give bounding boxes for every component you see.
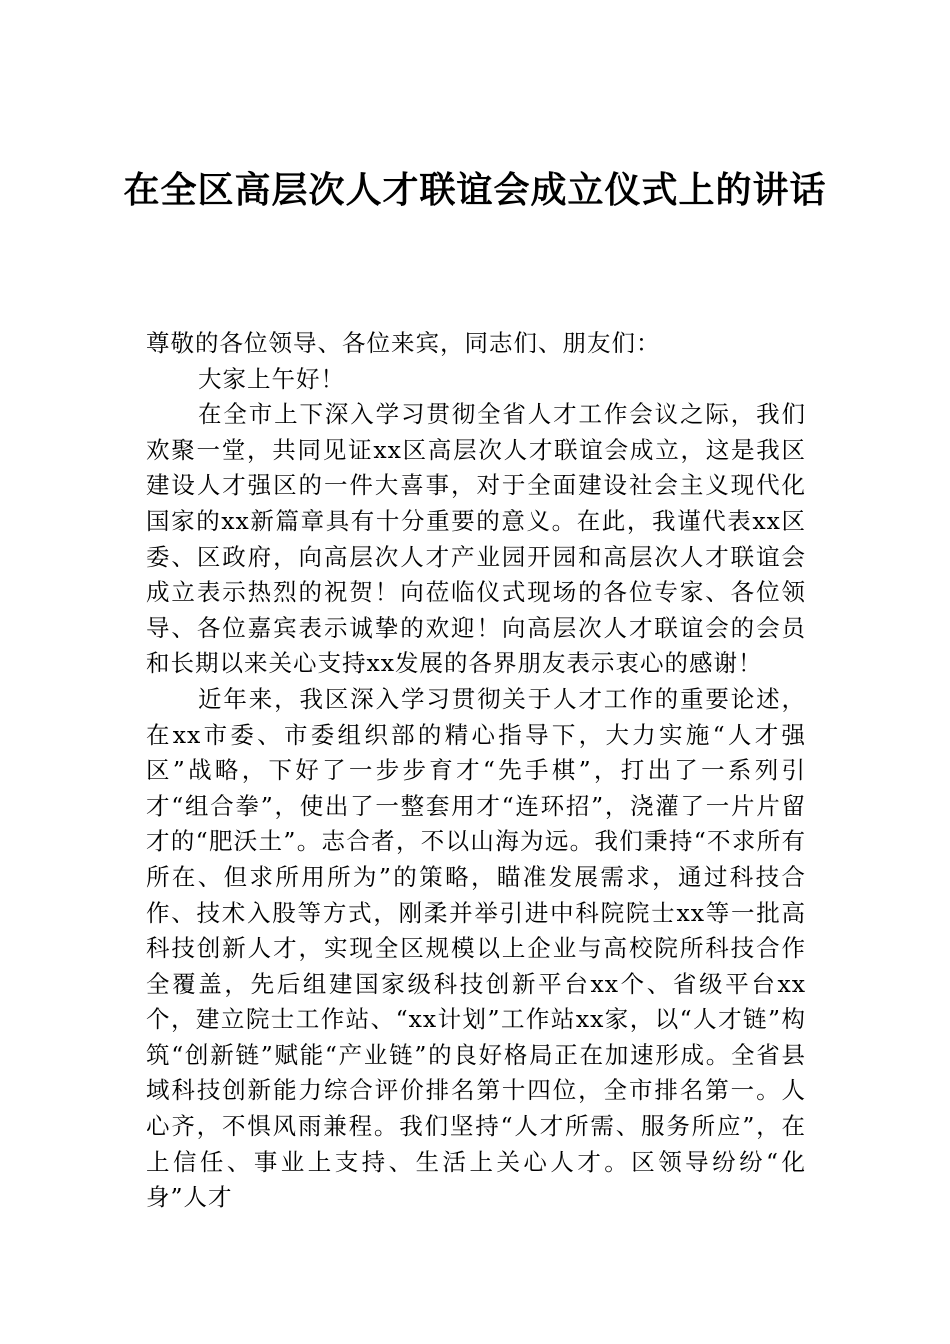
body-paragraph: 近年来，我区深入学习贯彻关于人才工作的重要论述，在xx市委、市委组织部的精心指导下，大力实施“人才强区”战略，下好了一步步育才“先手棋”，打出了一系列引才“组合拳”，使出了一整套用才“连环招”，浇灌了一片片留才的“肥沃土”。志合者，不以山海为远。我们秉持“不求所有所在、但求所用所为”的策略，瞄准发展需求，通过科技合作、技术入股等方式，刚柔并举引进中科院院士xx等一批高科技创新人才，实现全区规模以上企业与高校院所科技合作全覆盖，先后组建国家级科技创新平台xx个、省级平台xx个，建立院士工作站、“xx计划”工作站xx家，以“人才链”构筑“创新链”赋能“产业链”的良好格局正在加速形成。全省县域科技创新能力综合评价排名第十四位，全市排名第一。人心齐，不惧风雨兼程。我们坚持“人才所需、服务所应”，在上信任、事业上支持、生活上关心人才。区领导纷纷“化身”人才	[146, 684, 806, 1212]
document-title: 在全区高层次人才联谊会成立仪式上的讲话	[123, 169, 827, 211]
document-body	[146, 326, 806, 1216]
salutation-paragraph: 尊敬的各位领导、各位来宾，同志们、朋友们：	[146, 329, 661, 357]
body-paragraph: 在全市上下深入学习贯彻全省人才工作会议之际，我们欢聚一堂，共同见证xx区高层次人才联谊会成立，这是我区建设人才强区的一件大喜事，对于全面建设社会主义现代化国家的xx新篇章具有十分重要的意义。在此，我谨代表xx区委、区政府，向高层次人才产业园开园和高层次人才联谊会成立表示热烈的祝贺！向莅临仪式现场的各位专家、各位领导、各位嘉宾表示诚挚的欢迎！向高层次人才联谊会的会员和长期以来关心支持xx发展的各界朋友表示衷心的感谢！	[146, 400, 806, 678]
greeting-paragraph: 大家上午好！	[198, 364, 345, 393]
